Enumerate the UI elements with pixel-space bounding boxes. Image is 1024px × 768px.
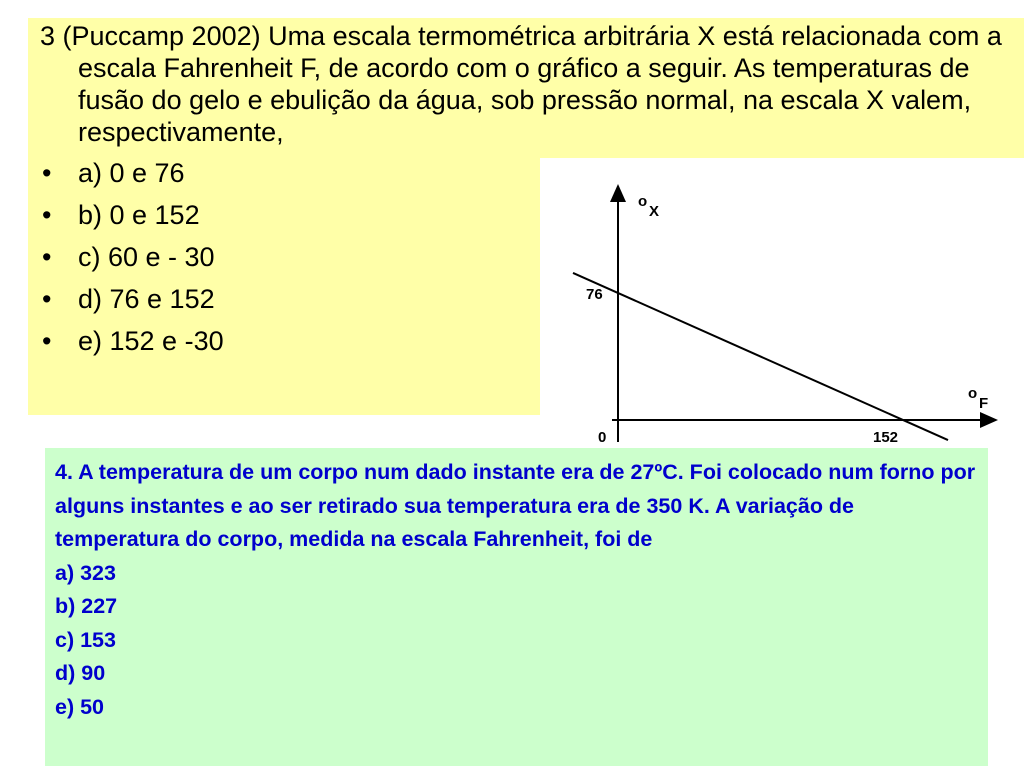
temperature-graph (560, 180, 1000, 450)
x-tick-152: 152 (873, 429, 899, 446)
option-d-label: d) 76 e 152 (78, 284, 215, 314)
x-axis-letter: F (979, 395, 989, 412)
origin-label: 0 (598, 429, 607, 446)
bullet-icon: • (42, 200, 52, 230)
question-4-box (45, 448, 988, 766)
y-axis-letter: X (649, 203, 660, 220)
question-4-options (55, 557, 978, 725)
q4-option-c: c) 153 (55, 627, 116, 652)
option-b-label: b) 0 e 152 (78, 200, 200, 230)
graph-svg (560, 180, 1000, 450)
bullet-icon: • (42, 242, 52, 272)
q4-option-e: e) 50 (55, 694, 105, 719)
question-3-stem: 3 (Puccamp 2002) Uma escala termométrica arbitrária X está relacionada com a escala Fahrenheit F, de acordo com o gráfico a seguir. As temperaturas de fusão do gelo e ebulição da água, sob pressão normal, na escala X valem, respectivamente, (40, 21, 1002, 147)
y-tick-76: 76 (586, 286, 603, 303)
y-axis-degree: o (638, 193, 648, 210)
x-axis-degree: o (968, 385, 978, 402)
bullet-icon: • (42, 284, 52, 314)
bullet-icon: • (42, 326, 52, 356)
bullet-icon: • (42, 158, 52, 188)
q4-option-a: a) 323 (55, 560, 116, 585)
option-c-label: c) 60 e - 30 (78, 242, 215, 272)
question-4-stem: 4. A temperatura de um corpo num dado instante era de 27ºC. Foi colocado num forno por alguns instantes e ao ser retirado sua temperatura era de 350 K. A variação de temperatura do corpo, medida na escala Fahrenheit, foi de (55, 460, 976, 551)
data-line (573, 273, 948, 440)
q4-option-b: b) 227 (55, 594, 118, 618)
option-a-label: a) 0 e 76 (78, 158, 185, 188)
q4-option-d: d) 90 (55, 661, 106, 685)
option-e-label: e) 152 e -30 (78, 326, 224, 356)
